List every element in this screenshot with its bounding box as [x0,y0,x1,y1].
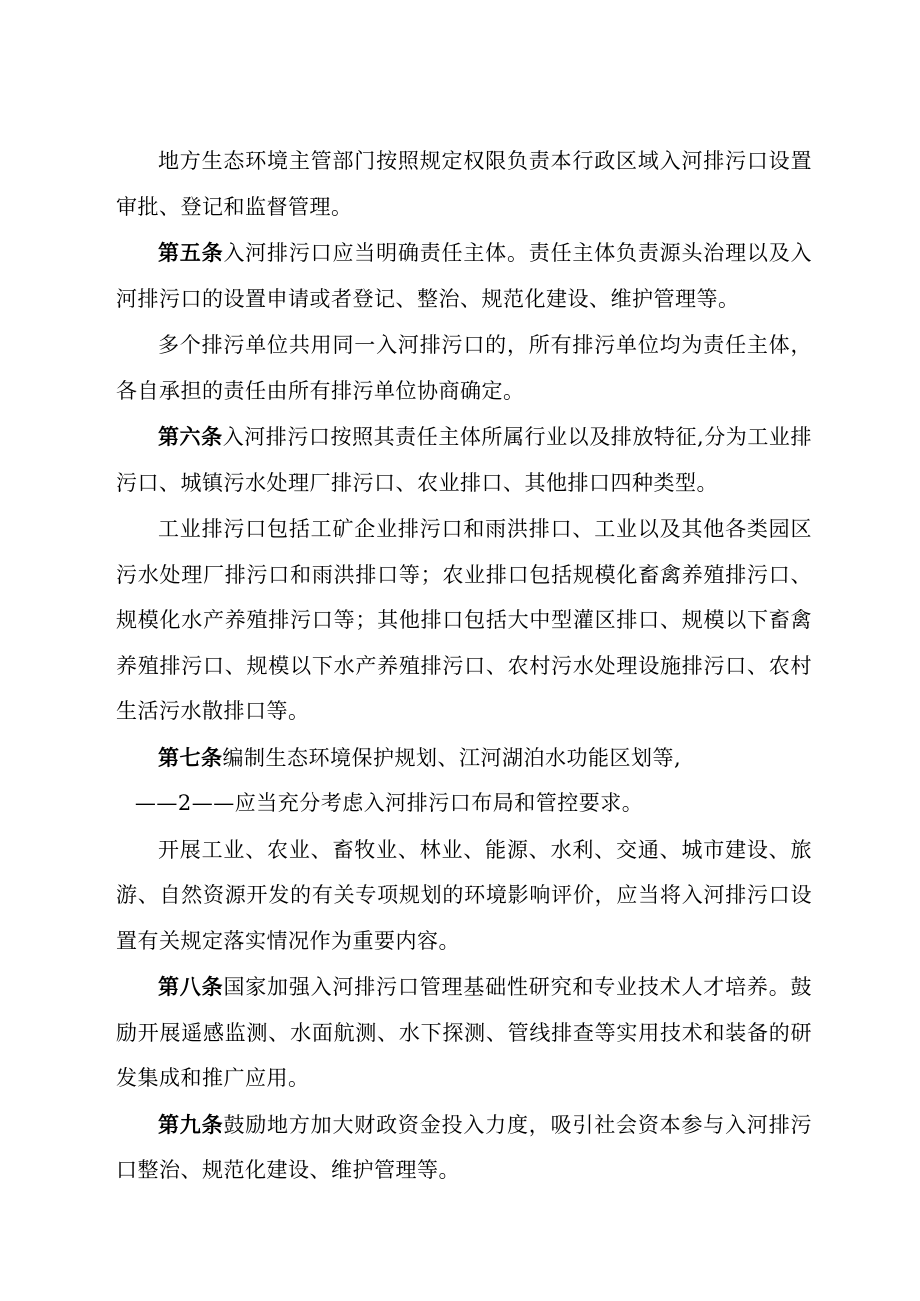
article-heading: 第六条 [158,424,223,449]
article-heading: 第五条 [158,240,224,265]
paragraph-1 [116,138,812,230]
paragraph-5 [116,506,812,735]
paragraph-text: 入河排污口按照其责任主体所属行业以及排放特征,分为工业排污口、城镇污水处理厂排污口、农业排口、其他排口四种类型。 [116,425,812,495]
paragraph-article-9 [116,1102,812,1194]
paragraph-text: 多个排污单位共用同一入河排污口的，所有排污单位均为责任主体，各自承担的责任由所有排污单位协商确定。 [116,333,812,403]
paragraph-text: 国家加强入河排污口管理基础性研究和专业技术人才培养。鼓励开展遥感监测、水面航测、水下探测、管线排查等实用技术和装备的研发集成和推广应用。 [116,975,813,1090]
document-page [116,138,812,1194]
paragraph-text: 编制生态环境保护规划、江河湖泊水功能区划等, [222,745,682,770]
article-heading: 第七条 [158,744,223,770]
paragraph-7 [116,827,812,965]
page-marker-line: ——2——应当充分考虑入河排污口布局和管控要求。 [134,791,644,815]
paragraph-text: 开展工业、农业、畜牧业、林业、能源、水利、交通、城市建设、旅游、自然资源开发的有关专项规划的环境影响评价，应当将入河排污口设置有关规定落实情况作为重要内容。 [116,837,812,953]
paragraph-article-8 [116,964,812,1102]
paragraph-article-7 [116,735,812,782]
paragraph-article-6 [116,414,812,506]
paragraph-3 [116,322,812,414]
article-heading: 第八条 [158,974,224,999]
paragraph-text: 鼓励地方加大财政资金投入力度，吸引社会资本参与入河排污口整治、规范化建设、维护管理等。 [116,1112,813,1182]
paragraph-text: 地方生态环境主管部门按照规定权限负责本行政区域入河排污口设置审批、登记和监督管理。 [116,149,812,219]
article-heading: 第九条 [158,1111,224,1137]
paragraph-text: 工业排污口包括工矿企业排污口和雨洪排口、工业以及其他各类园区污水处理厂排污口和雨洪排口等；农业排口包括规模化畜禽养殖排污口、规模化水产养殖排污口等；其他排口包括大中型灌区排口、规模以下畜禽养殖排污口、规模以下水产养殖排污口、农村污水处理设施排污口、农村生活污水散排口等。 [116,517,812,723]
paragraph-text: 入河排污口应当明确责任主体。责任主体负责源头治理以及入河排污口的设置申请或者登记、整治、规范化建设、维护管理等。 [116,241,813,311]
paragraph-article-5 [116,230,812,322]
